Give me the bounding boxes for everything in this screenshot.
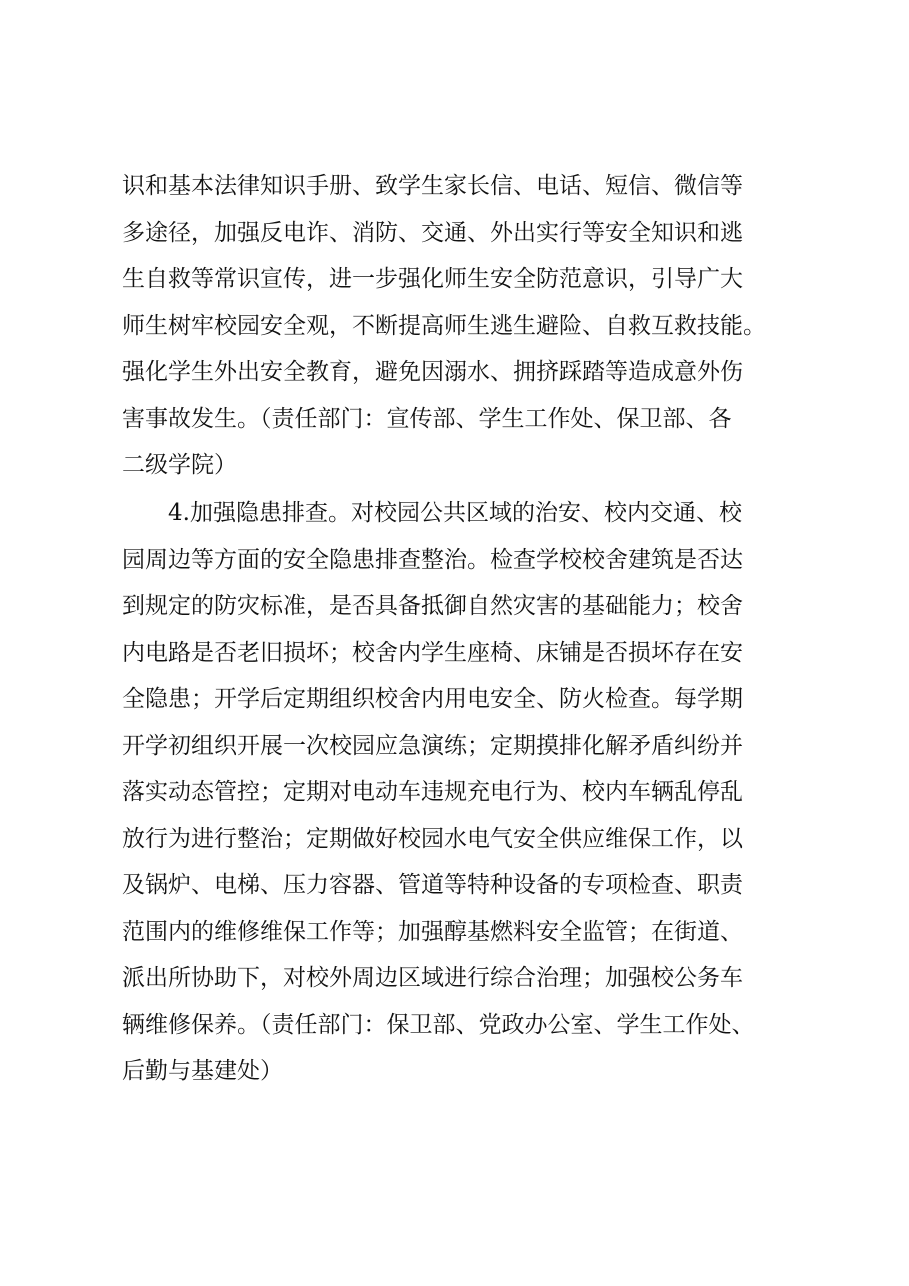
text-line: 及锅炉、电梯、压力容器、管道等特种设备的专项检查、职责 xyxy=(122,872,743,898)
text-line: 害事故发生。（责任部门：宣传部、学生工作处、保卫部、各 xyxy=(122,405,732,432)
text-line: 二级学院） xyxy=(122,452,237,478)
text-line: 到规定的防灾标准，是否具备抵御自然灾害的基础能力；校舍 xyxy=(122,593,743,619)
paragraph-safety-education xyxy=(122,163,802,489)
text-line: 园周边等方面的安全隐患排查整治。检查学校校舍建筑是否达 xyxy=(122,546,743,573)
text-line: 后勤与基建处） xyxy=(122,1058,283,1084)
text-line: 多途径，加强反电诈、消防、交通、外出实行等安全知识和逃 xyxy=(122,219,743,246)
text-line: 识和基本法律知识手册、致学生家长信、电话、短信、微信等 xyxy=(122,173,743,199)
text-line: 内电路是否老旧损坏；校舍内学生座椅、床铺是否损坏存在安 xyxy=(122,639,743,666)
text-line: 全隐患；开学后定期组织校舍内用电安全、防火检查。每学期 xyxy=(122,686,743,712)
text-line: 生自救等常识宣传，进一步强化师生安全防范意识，引导广大 xyxy=(122,266,743,292)
text-line: 辆维修保养。（责任部门：保卫部、党政办公室、学生工作处、 xyxy=(122,1011,755,1038)
text-line: 4.加强隐患排查。对校园公共区域的治安、校内交通、校 xyxy=(168,500,742,526)
text-line: 范围内的维修维保工作等；加强醇基燃料安全监管；在街道、 xyxy=(122,918,743,945)
text-line: 派出所协助下，对校外周边区域进行综合治理；加强校公务车 xyxy=(122,965,743,991)
paragraph-hazard-inspection xyxy=(122,490,802,1095)
text-line: 师生树牢校园安全观，不断提高师生逃生避险、自救互救技能。 xyxy=(122,312,766,339)
text-line: 落实动态管控；定期对电动车违规充电行为、校内车辆乱停乱 xyxy=(122,779,743,805)
text-line: 开学初组织开展一次校园应急演练；定期摸排化解矛盾纠纷并 xyxy=(122,732,743,759)
text-line: 强化学生外出安全教育，避免因溺水、拥挤踩踏等造成意外伤 xyxy=(122,359,743,385)
text-line: 放行为进行整治；定期做好校园水电气安全供应维保工作，以 xyxy=(122,825,743,852)
